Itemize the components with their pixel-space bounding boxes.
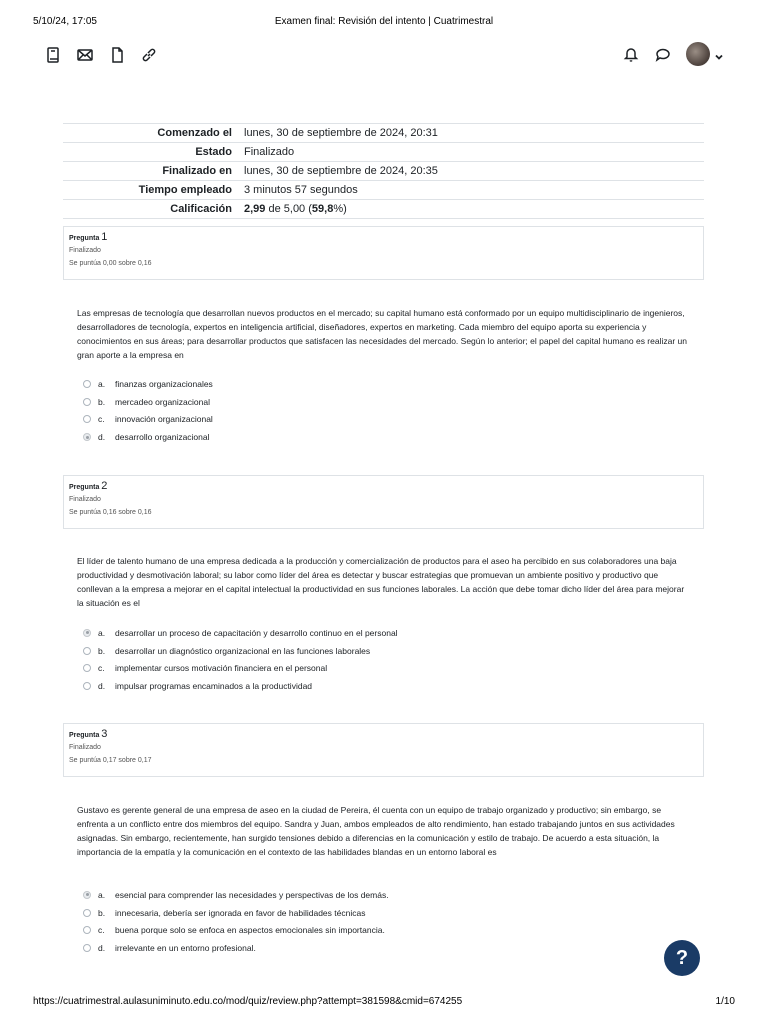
mail-icon[interactable]: [76, 46, 94, 64]
answer-text: implementar cursos motivación financiera en el personal: [115, 663, 328, 674]
chevron-down-icon[interactable]: [714, 49, 724, 59]
question-number: [69, 728, 698, 740]
question-label: Pregunta: [69, 235, 100, 242]
navbar-right: [622, 42, 724, 66]
radio-button[interactable]: [83, 647, 91, 655]
question-number-value: 3: [101, 728, 108, 740]
answer-text: desarrollar un proceso de capacitación y desarrollo continuo en el personal: [115, 627, 398, 638]
answer-letter: c.: [98, 925, 105, 936]
question-grade: Se puntúa 0,17 sobre 0,17: [69, 757, 152, 764]
print-header: [33, 16, 735, 30]
answer-option[interactable]: [83, 904, 683, 922]
summary-row: [63, 143, 704, 162]
summary-row: [63, 200, 704, 219]
grade-score: 2,99: [244, 203, 266, 215]
answer-option[interactable]: [83, 393, 683, 411]
answer-letter: d.: [98, 432, 106, 443]
radio-button-selected[interactable]: [83, 629, 91, 637]
answer-letter: c.: [98, 414, 105, 425]
avatar[interactable]: [686, 42, 710, 66]
grade-mid: de 5,00 (: [265, 203, 312, 215]
answer-letter: a.: [98, 627, 106, 638]
summary-value: lunes, 30 de septiembre de 2024, 20:35: [244, 165, 438, 177]
print-url: https://cuatrimestral.aulasuniminuto.edu.co/mod/quiz/review.php?attempt=381598&cmid=674255: [33, 996, 463, 1007]
file-icon[interactable]: [108, 46, 126, 64]
summary-label: Finalizado en: [162, 165, 232, 177]
summary-label: Estado: [195, 146, 232, 158]
question-state: Finalizado: [69, 247, 101, 254]
summary-value: lunes, 30 de septiembre de 2024, 20:31: [244, 127, 438, 139]
answer-letter: a.: [98, 378, 106, 389]
link-icon[interactable]: [140, 46, 158, 64]
answer-option[interactable]: [83, 375, 683, 393]
question-state: Finalizado: [69, 744, 101, 751]
question-info-1: [63, 226, 704, 280]
user-menu[interactable]: [686, 42, 724, 66]
attempt-summary-table: [63, 123, 704, 219]
chat-icon[interactable]: [654, 45, 672, 63]
question-text-1: Las empresas de tecnología que desarrollan nuevos productos en el mercado; su capital humano está conformado por un equipo multidisciplinario de ingenieros, desarrolladores de tecnología, expertos en inteligencia artificial, diseñadores, expertos en marketing. Cada miembro del equipo aporta su experiencia y conocimientos en sus áreas; para desarrollar productos que satisfacen las necesidades del mercado. Según lo anterior; el papel del capital humano es realizar un gran aporte a la empresa en: [77, 308, 687, 360]
answer-text: esencial para comprender las necesidades y perspectivas de los demás.: [115, 889, 389, 900]
answer-option[interactable]: [83, 886, 683, 904]
summary-row: [63, 162, 704, 181]
answers-3: [83, 886, 683, 957]
question-text-2: El líder de talento humano de una empresa dedicada a la producción y comercialización de productos para el aseo ha percibido en sus colaboradores una baja productividad y desmotivación laboral; su labor como líder del área es detectar y buscar estrategias que promuevan un ambiente positivo y productivo que conllevan a la empresa a mejorar en el capital intelectual la productividad en sus funciones laborales. La acción que debe tomar dicho líder del área para mejorar la situación es el: [77, 556, 685, 608]
radio-button[interactable]: [83, 909, 91, 917]
answer-option[interactable]: [83, 660, 683, 678]
bell-icon[interactable]: [622, 45, 640, 63]
answer-letter: d.: [98, 681, 106, 692]
answers-1: [83, 375, 683, 446]
answer-text: desarrollar un diagnóstico organizacional en las funciones laborales: [115, 645, 371, 656]
summary-label: Calificación: [170, 203, 232, 215]
radio-button[interactable]: [83, 380, 91, 388]
answer-text: finanzas organizacionales: [115, 378, 213, 389]
answer-option[interactable]: [83, 428, 683, 446]
help-button[interactable]: ?: [664, 940, 700, 976]
radio-button[interactable]: [83, 944, 91, 952]
answer-option[interactable]: [83, 411, 683, 429]
answer-letter: c.: [98, 663, 105, 674]
summary-label: Comenzado el: [157, 127, 232, 139]
radio-button[interactable]: [83, 664, 91, 672]
summary-label: Tiempo empleado: [138, 184, 232, 196]
radio-button[interactable]: [83, 926, 91, 934]
summary-value: 3 minutos 57 segundos: [244, 184, 358, 196]
question-info-2: [63, 475, 704, 529]
answer-option[interactable]: [83, 624, 683, 642]
answer-text: impulsar programas encaminados a la productividad: [115, 681, 313, 692]
summary-row: [63, 181, 704, 200]
question-number-value: 2: [101, 480, 108, 492]
answer-text: innovación organizacional: [115, 414, 213, 425]
answer-letter: b.: [98, 645, 106, 656]
summary-grade-value: [238, 200, 704, 219]
answer-option[interactable]: [83, 677, 683, 695]
navbar: [44, 42, 724, 70]
answer-letter: d.: [98, 943, 106, 954]
question-number-value: 1: [101, 231, 108, 243]
radio-button[interactable]: [83, 682, 91, 690]
summary-row: [63, 124, 704, 143]
answer-letter: b.: [98, 396, 106, 407]
answer-option[interactable]: [83, 642, 683, 660]
radio-button[interactable]: [83, 415, 91, 423]
answer-text: mercadeo organizacional: [115, 396, 210, 407]
question-state: Finalizado: [69, 496, 101, 503]
question-label: Pregunta: [69, 484, 100, 491]
radio-button-selected[interactable]: [83, 433, 91, 441]
grade-end: %): [333, 203, 347, 215]
print-page-title: Examen final: Revisión del intento | Cuatrimestral: [274, 16, 494, 27]
answer-option[interactable]: [83, 922, 683, 940]
print-page-number: 1/10: [715, 996, 735, 1007]
question-info-3: [63, 723, 704, 777]
question-number: [69, 480, 698, 492]
question-number: [69, 231, 698, 243]
print-footer: [33, 996, 735, 1010]
answer-text: buena porque solo se enfoca en aspectos emocionales sin importancia.: [115, 925, 385, 936]
question-grade: Se puntúa 0,16 sobre 0,16: [69, 509, 152, 516]
book-icon[interactable]: [44, 46, 62, 64]
question-label: Pregunta: [69, 732, 100, 739]
answer-text: desarrollo organizacional: [115, 432, 210, 443]
radio-button-selected[interactable]: [83, 891, 91, 899]
answers-2: [83, 624, 683, 695]
answer-letter: b.: [98, 907, 106, 918]
answer-option[interactable]: [83, 939, 683, 957]
grade-percent: 59,8: [311, 203, 334, 215]
answer-letter: a.: [98, 889, 106, 900]
question-text-3: Gustavo es gerente general de una empresa de aseo en la ciudad de Pereira, él cuenta con un equipo de trabajo organizado y productivo; sin embargo, se enfrenta a un conflicto entre dos miembros del equipo. Sandra y Juan, ambos empleados de alto rendimiento, han estado trabajando juntos en sus actividades asignadas. Sin embargo, recientemente, han surgido tensiones debido a diferencias en la comunicación y estilo de trabajo. De acuerdo a esta situación, la importancia de la empatía y la comunicación en el contexto de las habilidades blandas en un entorno laboral es: [77, 805, 675, 857]
question-grade: Se puntúa 0,00 sobre 0,16: [69, 260, 152, 267]
summary-value: Finalizado: [244, 146, 295, 158]
print-datetime: 5/10/24, 17:05: [33, 16, 97, 27]
navbar-left: [44, 46, 158, 64]
radio-button[interactable]: [83, 398, 91, 406]
answer-text: irrelevante en un entorno profesional.: [115, 943, 256, 954]
answer-text: innecesaria, debería ser ignorada en favor de habilidades técnicas: [115, 907, 366, 918]
